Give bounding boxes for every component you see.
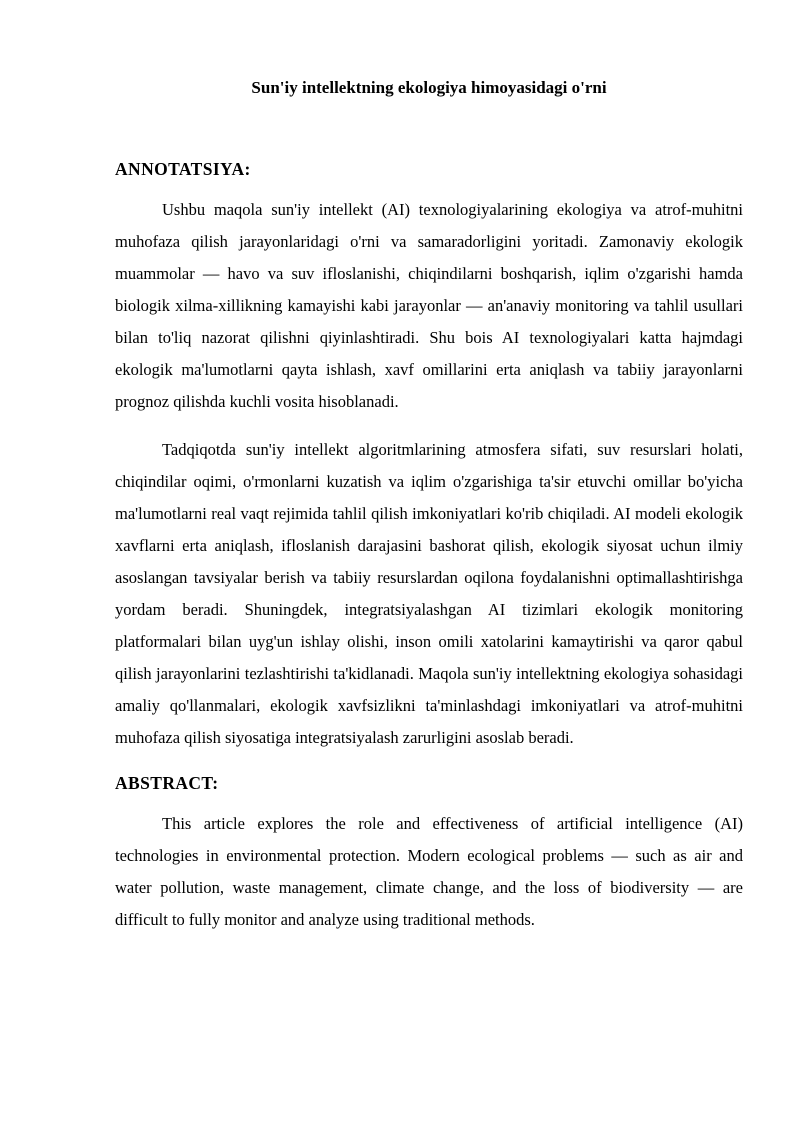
section-heading-annotatsiya: ANNOTATSIYA: (115, 159, 251, 179)
abstract-paragraph-1: This article explores the role and effectiveness of artificial intelligence (AI) technologies in environmental protection. Modern ecological problems — such as air and water pollution, waste management, climate change, and the loss of biodiversity — are difficult to fully monitor and analyze using traditional methods. (115, 814, 743, 929)
document-title: Sun'iy intellektning ekologiya himoyasidagi o'rni (251, 78, 607, 97)
annotatsiya-paragraph-1: Ushbu maqola sun'iy intellekt (AI) texnologiyalarining ekologiya va atrof-muhitni muhofaza qilish jarayonlaridagi o'rni va samaradorligini yoritadi. Zamonaviy ekologik muammolar — havo va suv ifloslanishi, chiqindilarni boshqarish, iqlim o'zgarishi hamda biologik xilma-xillikning kamayishi kabi jarayonlar — an'anaviy monitoring va tahlil usullari bilan to'liq nazorat qilishni qiyinlashtiradi. Shu bois AI texnologiyalari katta hajmdagi ekologik ma'lumotlarni qayta ishlash, xavf omillarini erta aniqlash va tabiiy jarayonlarni prognoz qilishda kuchli vosita hisoblanadi. (115, 200, 743, 411)
section-heading-abstract: ABSTRACT: (115, 773, 219, 793)
annotatsiya-paragraph-2: Tadqiqotda sun'iy intellekt algoritmlarining atmosfera sifati, suv resurslari holati, chiqindilar oqimi, o'rmonlarni kuzatish va iqlim o'zgarishiga ta'sir etuvchi omillar bo'yicha ma'lumotlarni real vaqt rejimida tahlil qilish imkoniyatlari ko'rib chiqiladi. AI modeli ekologik xavflarni erta aniqlash, ifloslanish darajasini bashorat qilish, ekologik siyosat uchun ilmiy asoslangan tavsiyalar berish va tabiiy resurslardan oqilona foydalanishni optimallashtirishga yordam beradi. Shuningdek, integratsiyalashgan AI tizimlari ekologik monitoring platformalari bilan uyg'un ishlay olishi, inson omili xatolarini kamaytirishi va qaror qabul qilish jarayonlarini tezlashtirishi ta'kidlanadi. Maqola sun'iy intellektning ekologiya sohasidagi amaliy qo'llanmalari, ekologik xavfsizlikni ta'minlashdagi imkoniyatlari va atrof-muhitni muhofaza qilish siyosatiga integratsiyalash zarurligini asoslab beradi. (115, 440, 743, 747)
